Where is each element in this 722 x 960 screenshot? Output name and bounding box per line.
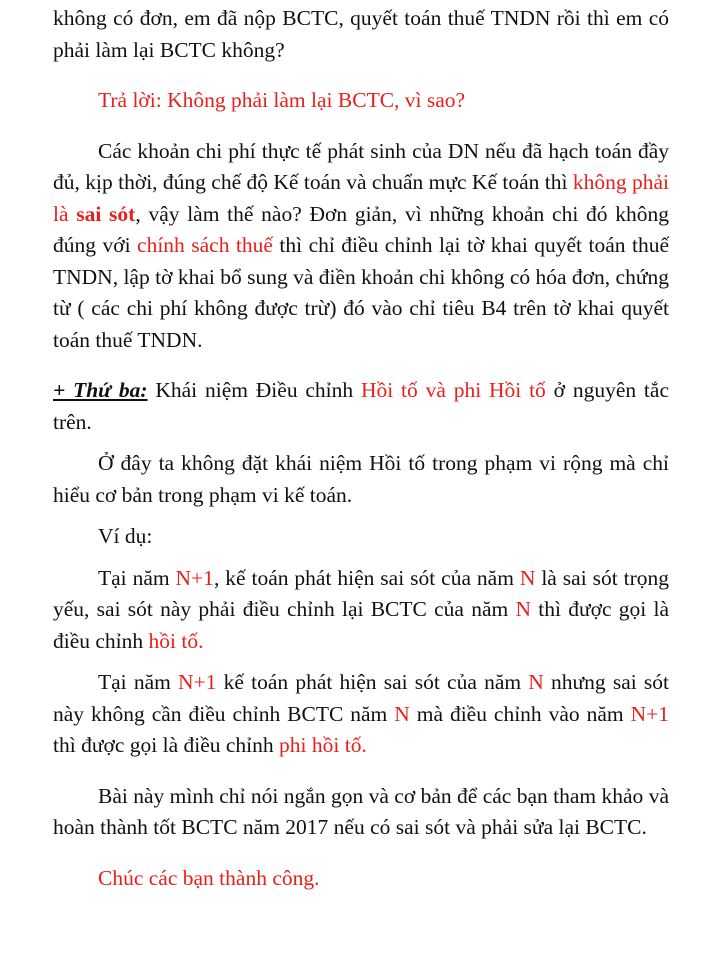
text: Khái niệm Điều chỉnh <box>147 378 361 402</box>
paragraph-third-point <box>53 375 669 438</box>
closing-line: Chúc các bạn thành công. <box>98 865 320 890</box>
text: nhưng sai sót này không cần điều chỉnh BCTC năm <box>53 670 669 726</box>
highlight-retrospective-term: hồi tố. <box>148 628 204 653</box>
text: thì được gọi là điều chỉnh <box>53 733 280 757</box>
year-highlight: N+1 <box>630 701 669 726</box>
highlight-red-bold: sai sót <box>76 201 136 226</box>
text: mà điều chỉnh vào năm <box>409 701 631 726</box>
paragraph-question-end: không có đơn, em đã nộp BCTC, quyết toán thuế TNDN rồi thì em có phải làm lại BCTC không? <box>53 6 669 62</box>
text: Tại năm <box>98 670 179 694</box>
text: , kế toán phát hiện sai sót của năm <box>213 565 520 590</box>
year-highlight: N+1 <box>175 565 214 590</box>
paragraph-example-prospective <box>53 667 669 762</box>
text: thì chỉ điều chỉnh lại tờ khai quyết toán thuế TNDN, lập tờ khai bổ sung và điền khoản chi không có hóa đơn, chứng từ ( các chi phí không được trừ) đó vào chỉ tiêu B4 trên tờ khai quyết toán thuế TNDN. <box>53 233 669 352</box>
paragraph-explanation <box>53 136 669 357</box>
paragraph-example-retrospective <box>53 563 669 658</box>
third-point-label: + Thứ ba: <box>53 378 148 402</box>
year-highlight: N <box>515 597 531 621</box>
highlight-retrospective: Hồi tố và phi Hồi tố <box>360 378 546 402</box>
text: là sai sót trọng yếu, sai sót này phải điều chỉnh lại BCTC của năm <box>53 565 670 621</box>
year-highlight: N <box>528 670 544 694</box>
highlight-red: không phải là <box>53 170 669 226</box>
highlight-tax-policy: chính sách thuế <box>137 233 273 257</box>
text: thì được gọi là điều chỉnh <box>53 597 669 653</box>
text: Các khoản chi phí thực tế phát sinh của DN nếu đã hạch toán đầy đủ, kịp thời, đúng chế độ Kế toán và chuẩn mực Kế toán thì <box>53 138 669 194</box>
text: kế toán phát hiện sai sót của năm <box>216 670 529 694</box>
example-label: Ví dụ: <box>98 524 153 548</box>
paragraph-summary: Bài này mình chỉ nói ngắn gọn và cơ bản để các bạn tham khảo và hoàn thành tốt BCTC năm 2017 nếu có sai sót và phải sửa lại BCTC. <box>53 783 669 839</box>
year-highlight: N+1 <box>178 670 217 694</box>
text: , vậy làm thế nào? Đơn giản, vì những khoản chi đó không đúng với <box>53 201 669 257</box>
document-page <box>53 0 669 894</box>
year-highlight: N <box>394 701 410 726</box>
text: Tại năm <box>98 565 176 590</box>
answer-line: Trả lời: Không phải làm lại BCTC, vì sao? <box>98 88 466 112</box>
paragraph-scope: Ở đây ta không đặt khái niệm Hồi tố trong phạm vi rộng mà chỉ hiểu cơ bản trong phạm vi kế toán. <box>53 451 669 507</box>
highlight-prospective-term: phi hồi tố. <box>279 733 367 757</box>
text: ở nguyên tắc trên. <box>53 378 669 434</box>
year-highlight: N <box>519 565 536 590</box>
